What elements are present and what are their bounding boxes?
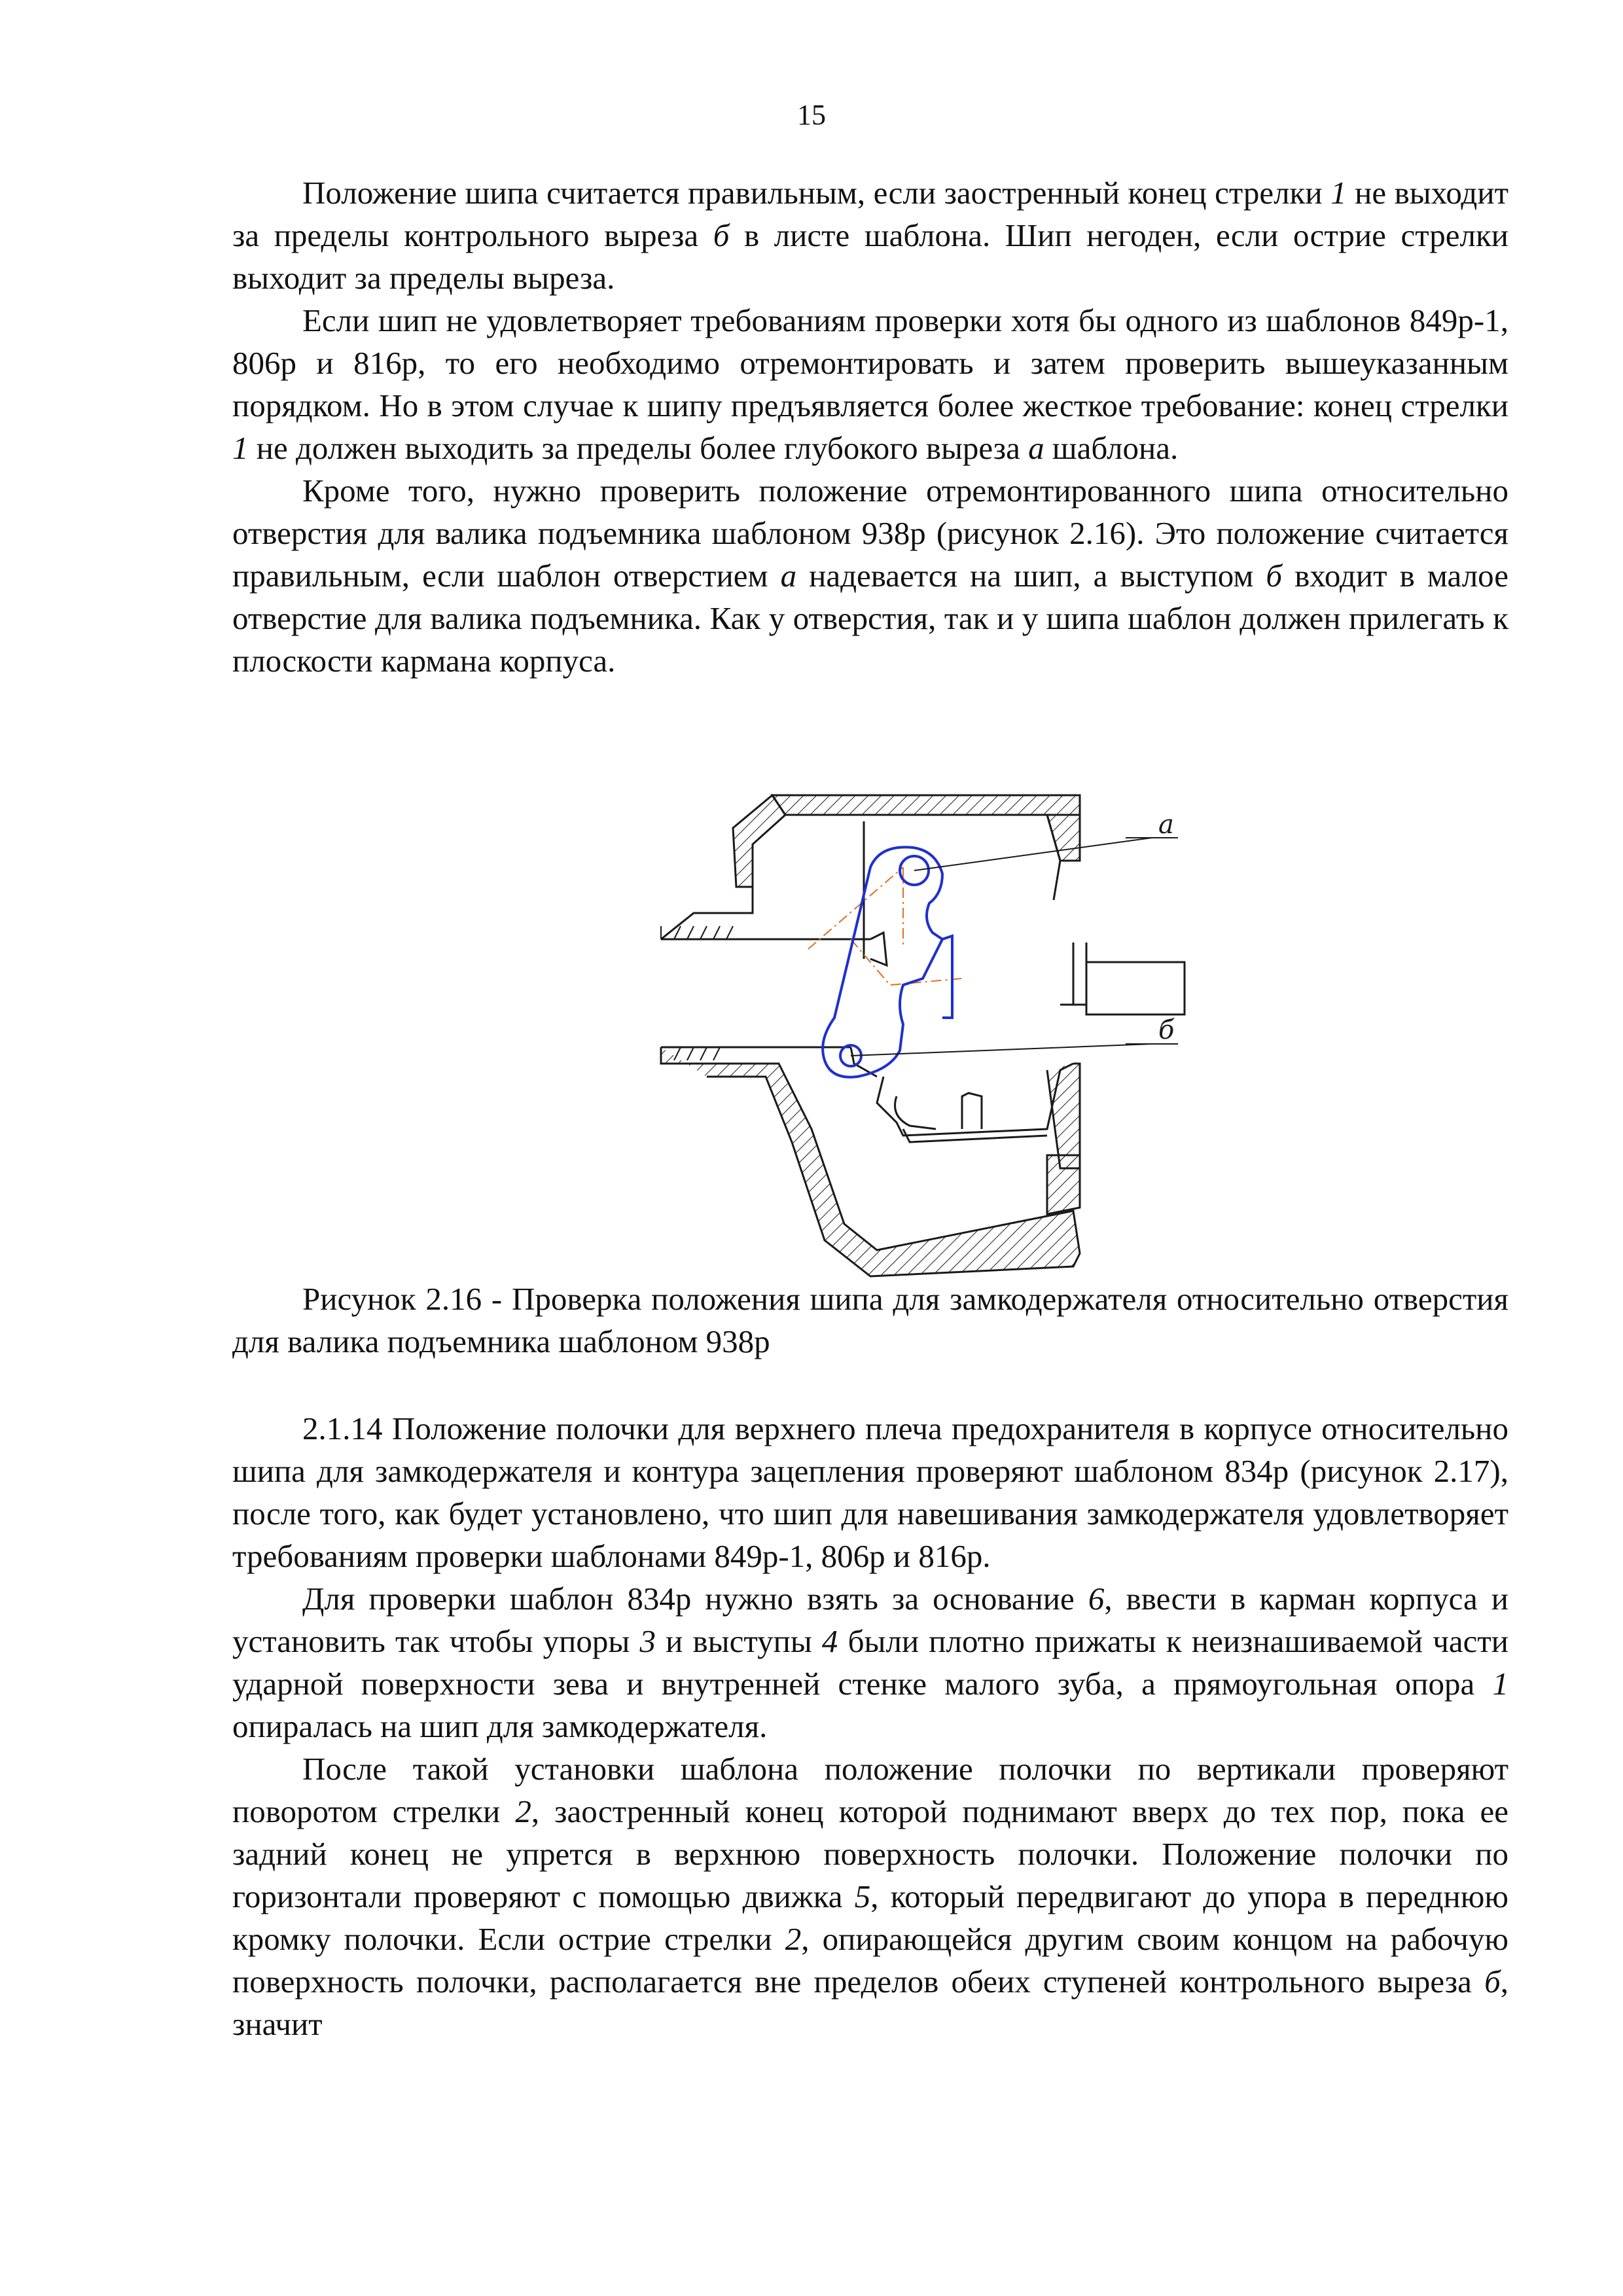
- left-hatch: [661, 926, 733, 1060]
- label-b: б: [1158, 1015, 1175, 1045]
- paragraph: Кроме того, нужно проверить положение отремонтированного шипа относительно отверстия для валика подъемника шаблоном 938р (рисунок 2.16). Это положение считается правильным, если шаблон отверстием а надевается на шип, а выступом б входит в малое отверстие для валика подъемника. Как у отверстия, так и у шипа шаблон должен прилегать к плоскости кармана корпуса.: [232, 473, 1508, 679]
- center-lines: [808, 867, 962, 985]
- text-block-bottom: [232, 1407, 1508, 2045]
- body-outline: [661, 795, 1185, 1276]
- paragraph: После такой установки шаблона положение полочки по вертикали проверяют поворотом стрелки 2, заостренный конец которой поднимают вверх до тех пор, пока ее задний конец не упрется в верхнюю поверхность полочки. Положение полочки по горизонтали проверяют с помощью движка 5, который передвигают до упора в переднюю кромку полочки. Если острие стрелки 2, опирающейся другим своим концом на рабочую поверхность полочки, располагается вне пределов обеих ступеней контрольного выреза б, значит: [232, 1751, 1508, 2042]
- paragraph: Для проверки шаблон 834р нужно взять за основание 6, ввести в карман корпуса и установить так чтобы упоры 3 и выступы 4 были плотно прижаты к неизнашиваемой части ударной поверхности зева и внутренней стенке малого зуба, а прямоугольная опора 1 опиралась на шип для замкодержателя.: [232, 1581, 1508, 1744]
- figure-2-16: [654, 789, 1191, 1293]
- page-number: 15: [797, 99, 826, 131]
- text-block-top: [232, 171, 1508, 682]
- paragraph: 2.1.14 Положение полочки для верхнего плеча предохранителя в корпусе относительно шипа для замкодержателя и контура зацепления проверяют шаблоном 834р (рисунок 2.17), после того, как будет установлено, что шип для навешивания замкодержателя удовлетворяет требованиям проверки шаблонами 849р-1, 806р и 816р.: [232, 1410, 1508, 1574]
- template-938r: [823, 847, 952, 1077]
- paragraph: Если шип не удовлетворяет требованиям проверки хотя бы одного из шаблонов 849р-1, 806р и 816р, то его необходимо отремонтировать и затем проверить вышеуказанным порядком. Но в этом случае к шипу предъявляется более жесткое требование: конец стрелки 1 не должен выходить за пределы более глубокого выреза а шаблона.: [232, 302, 1508, 466]
- figure-caption: Рисунок 2.16 - Проверка положения шипа для замкодержателя относительно отверстия для валика подъемника шаблоном 938р: [232, 1281, 1508, 1359]
- paragraph: Положение шипа считается правильным, если заостренный конец стрелки 1 не выходит за пределы контрольного выреза б в листе шаблона. Шип негоден, если острие стрелки выходит за пределы выреза.: [232, 175, 1508, 296]
- label-a: а: [1158, 810, 1174, 840]
- coupler-template-drawing: [654, 789, 1191, 1293]
